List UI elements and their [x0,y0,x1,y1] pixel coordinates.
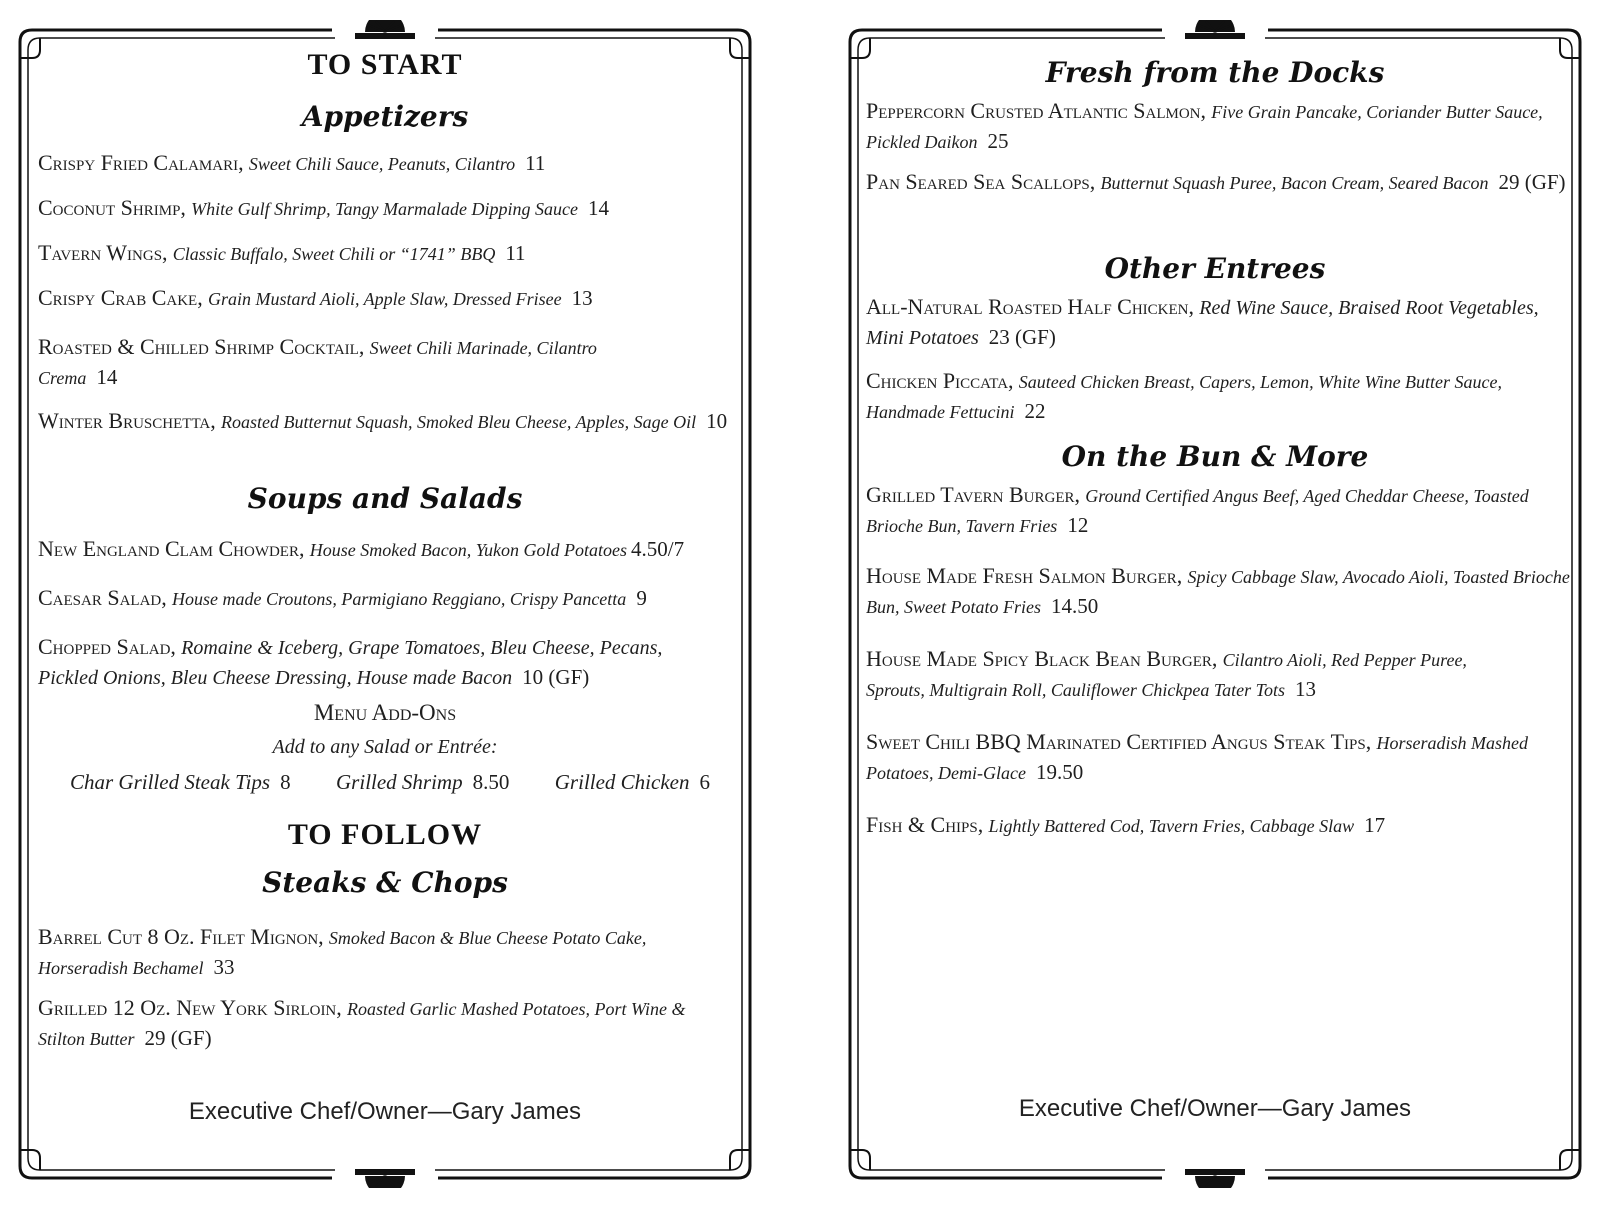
menu-addons-title: Menu Add-Ons [313,700,457,725]
menu-item: Pan Seared Sea Scallops, Butternut Squash Puree, Bacon Cream, Seared Bacon 29 (GF) [866,169,1566,194]
addon-item: Grilled Shrimp 8.50 [336,770,510,794]
menu-item: Tavern Wings, Classic Buffalo, Sweet Chili or “1741” BBQ 11 [38,240,526,265]
menu-addons-subtitle: Add to any Salad or Entrée: [272,736,498,758]
chef-credit: Executive Chef/Owner—Gary James [188,1098,582,1125]
right-menu-page [840,20,1590,1188]
menu-item: Caesar Salad, House made Croutons, Parmigiano Reggiano, Crispy Pancetta 9 [38,585,647,610]
fresh-docks-heading: Fresh from the Docks [1045,56,1385,89]
menu-item: Winter Bruschetta, Roasted Butternut Squash, Smoked Bleu Cheese, Apples, Sage Oil 10 [38,408,728,433]
menu-item: Barrel Cut 8 Oz. Filet Mignon, Smoked Bacon & Blue Cheese Potato Cake, Horseradish Bechamel 33 [38,924,647,979]
menu-item: Grilled 12 Oz. New York Sirloin, Roasted Garlic Mashed Potatoes, Port Wine & Stilton Butter 29 (GF) [38,995,686,1050]
addon-item: Grilled Chicken 6 [554,770,710,794]
menu-item: Crispy Crab Cake, Grain Mustard Aioli, Apple Slaw, Dressed Frisee 13 [38,285,593,310]
to-start-title: TO START [307,48,463,81]
menu-item: Peppercorn Crusted Atlantic Salmon, Five Grain Pancake, Coriander Butter Sauce, Pickled Daikon 25 [866,98,1543,153]
left-menu-page [10,20,760,1188]
steaks-chops-heading: Steaks & Chops [262,866,508,899]
on-the-bun-heading: On the Bun & More [1061,440,1369,473]
menu-item: Crispy Fried Calamari, Sweet Chili Sauce, Peanuts, Cilantro 11 [38,150,546,175]
to-follow-title: TO FOLLOW [287,818,483,851]
appetizers-heading: Appetizers [301,100,469,133]
menu-item: Sweet Chili BBQ Marinated Certified Angus Steak Tips, Horseradish Mashed Potatoes, Demi-Glace 19.50 [866,729,1528,784]
menu-item: Grilled Tavern Burger, Ground Certified Angus Beef, Aged Cheddar Cheese, Toasted Brioche Bun, Tavern Fries 12 [866,482,1529,537]
menu-item: Chopped Salad, Romaine & Iceberg, Grape Tomatoes, Bleu Cheese, Pecans, Pickled Onions, Bleu Cheese Dressing, House made Bacon 10 (GF) [38,634,663,689]
addons-row [70,770,710,795]
other-entrees-heading: Other Entrees [1104,252,1326,285]
soups-salads-heading: Soups and Salads [247,482,523,515]
menu-item: House Made Spicy Black Bean Burger, Cilantro Aioli, Red Pepper Puree, Sprouts, Multigrain Roll, Cauliflower Chickpea Tater Tots 13 [866,646,1467,701]
menu-item: Roasted & Chilled Shrimp Cocktail, Sweet Chili Marinade, Cilantro Crema 14 [38,334,597,389]
menu-item: Chicken Piccata, Sauteed Chicken Breast, Capers, Lemon, White Wine Butter Sauce, Handmade Fettucini 22 [866,368,1503,423]
menu-item: Coconut Shrimp, White Gulf Shrimp, Tangy Marmalade Dipping Sauce 14 [38,195,609,220]
menu-item: New England Clam Chowder, House Smoked Bacon, Yukon Gold Potatoes 4.50/7 [38,536,685,561]
chef-credit: Executive Chef/Owner—Gary James [1018,1095,1412,1122]
menu-item: All-Natural Roasted Half Chicken, Red Wine Sauce, Braised Root Vegetables, Mini Potatoes 23 (GF) [866,294,1539,349]
menu-item: Fish & Chips, Lightly Battered Cod, Tavern Fries, Cabbage Slaw 17 [866,812,1386,837]
addon-item: Char Grilled Steak Tips 8 [70,770,291,794]
menu-item: House Made Fresh Salmon Burger, Spicy Cabbage Slaw, Avocado Aioli, Toasted Brioche Bun, Sweet Potato Fries 14.50 [866,563,1570,618]
